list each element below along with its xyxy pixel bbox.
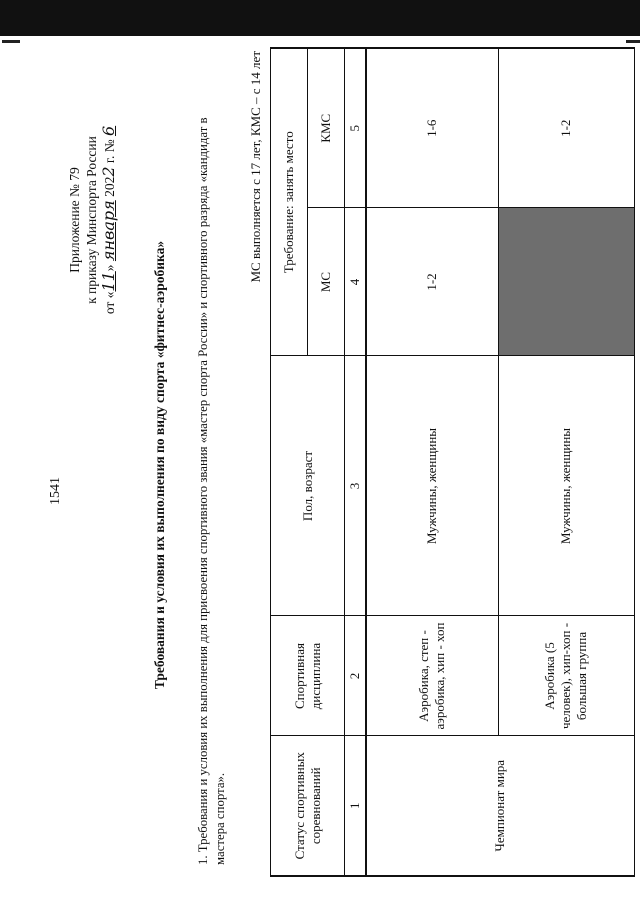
scanner-black-band xyxy=(0,0,640,36)
gender-cell: Мужчины, женщины xyxy=(366,356,498,616)
handwritten-day: 11 xyxy=(99,271,118,292)
age-note: МС выполняется с 17 лет, КМС – с 14 лет xyxy=(248,51,263,283)
header-status: Статус спортивных соревнований xyxy=(271,736,345,876)
appendix-order: к приказу Минспорта России xyxy=(84,136,99,304)
gender-cell: Мужчины, женщины xyxy=(498,356,634,616)
appendix-header xyxy=(66,120,118,320)
handwritten-number: 6 xyxy=(99,125,118,137)
handwritten-year-digit: 2 xyxy=(99,166,118,177)
appendix-date: от «11» января 2022 г. № 6 xyxy=(99,125,118,315)
header-requirement: Требование: занять место xyxy=(271,48,308,356)
discipline-cell: Аэробика, степ - аэробика, хип - хоп xyxy=(366,616,498,736)
header-discipline: Спортивная дисциплина xyxy=(271,616,345,736)
kms-cell: 1-6 xyxy=(366,48,498,208)
kms-cell: 1-2 xyxy=(498,48,634,208)
header-gender-age: Пол, возраст xyxy=(271,356,345,616)
document-title: Требования и условия их выполнения по виду спорта «фитнес-аэробика» xyxy=(152,240,167,690)
column-number: 2 xyxy=(345,616,367,736)
header-ms: МС xyxy=(308,208,345,356)
handwritten-month: января xyxy=(99,200,118,262)
ms-cell-shaded xyxy=(498,208,634,356)
requirements-table xyxy=(270,47,635,877)
page-number: 1541 xyxy=(48,477,63,505)
column-number: 4 xyxy=(345,208,367,356)
discipline-cell: Аэробика (5 человек), хип-хоп - большая группа xyxy=(498,616,634,736)
competition-status: Чемпионат мира xyxy=(366,736,634,876)
intro-paragraph: 1. Требования и условия их выполнения для присвоения спортивного звания «мастер спорта России» и спортивного разряда «кандидат в мастера спорта». xyxy=(196,117,227,865)
ms-cell: 1-2 xyxy=(366,208,498,356)
column-number: 3 xyxy=(345,356,367,616)
rotated-document-content xyxy=(0,36,640,905)
header-kms: КМС xyxy=(308,48,345,208)
appendix-number: Приложение № 79 xyxy=(67,167,82,273)
column-number: 5 xyxy=(345,48,367,208)
column-number: 1 xyxy=(345,736,367,876)
